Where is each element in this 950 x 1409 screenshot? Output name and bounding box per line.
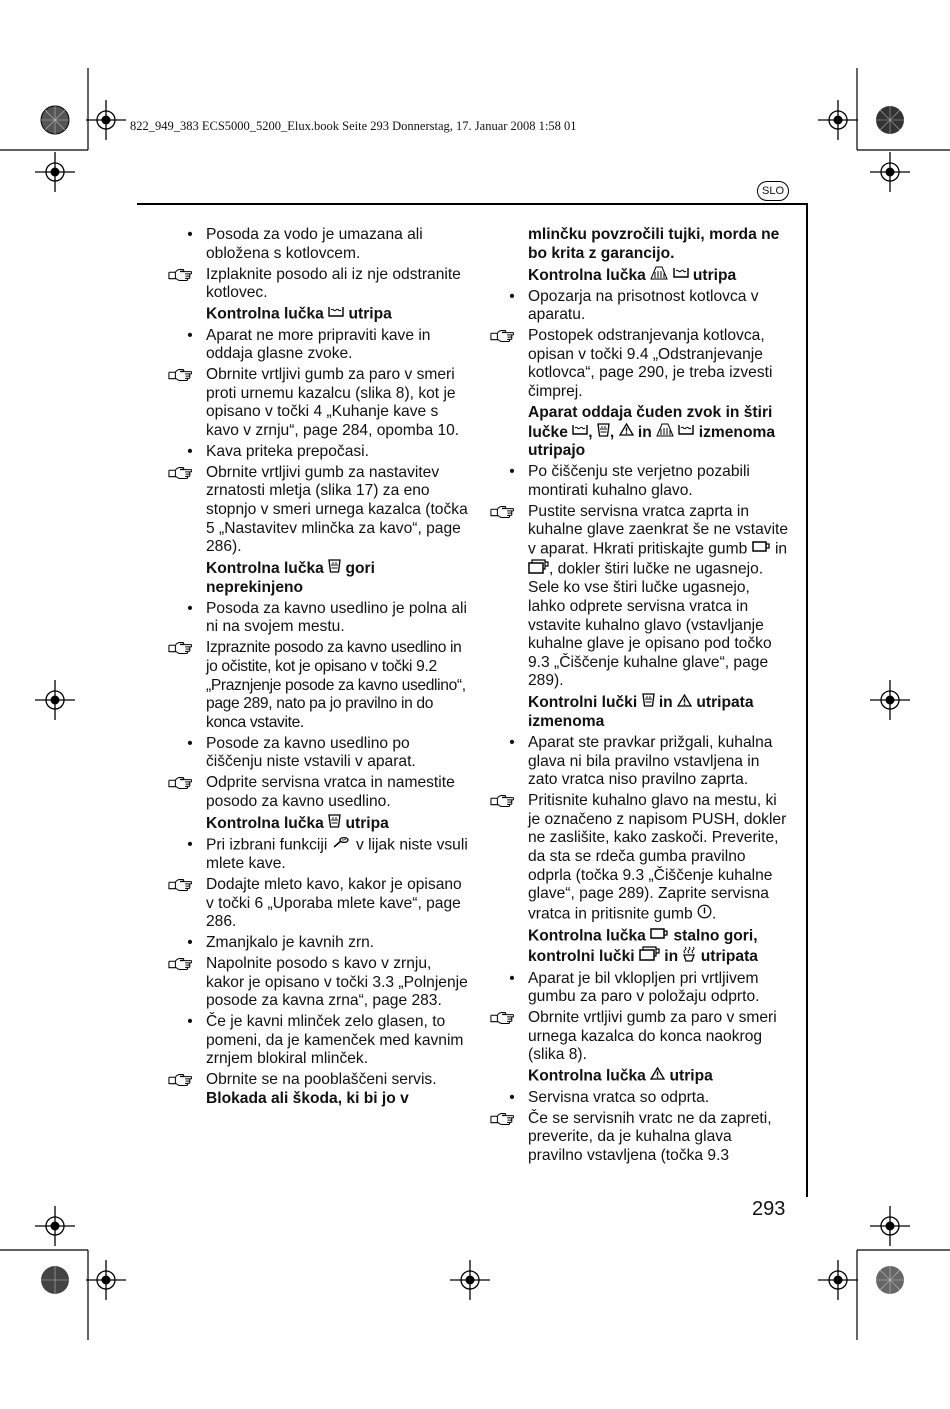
bold-text-run: Blokada ali škoda, ki bi jo v (206, 1090, 409, 1107)
text-run: Izplaknite posodo ali iz nje odstranite kotlovec. (206, 265, 461, 302)
text-run: Dodajte mleto kavo, kakor je opisano v točki 6 „Uporaba mlete kave“, page 286. (206, 875, 462, 931)
bullet-mark: • (187, 1013, 193, 1031)
text-run: stalno gori, kontrolni lučki (528, 927, 758, 965)
warning-triangle-icon (650, 1067, 665, 1086)
text-run: Po čiščenju ste verjetno pozabili montirati kuhalno glavo. (528, 463, 750, 499)
steam-icon (682, 946, 696, 968)
text-run: v lijak niste vsuli mlete kave. (206, 836, 468, 872)
warning-triangle-icon (677, 694, 692, 713)
right-column (490, 226, 790, 1168)
crosshair-mark-icon (870, 680, 910, 720)
text-run: . (712, 905, 717, 923)
crosshair-mark-icon (35, 680, 75, 720)
text-run: utripa (688, 266, 737, 284)
section-heading (168, 814, 468, 834)
bullet-mark: • (187, 442, 193, 460)
remedy-item (168, 366, 468, 440)
section-heading (490, 266, 790, 286)
section-heading (490, 1067, 790, 1086)
crosshair-mark-icon (870, 152, 910, 192)
grounds-container-icon (328, 559, 341, 579)
text-run: Kontrolna lučka (206, 305, 329, 323)
bullet-mark: • (509, 287, 515, 305)
remedy-item (168, 266, 468, 303)
text-run: in (770, 540, 788, 558)
remedy-item (490, 327, 790, 401)
crosshair-mark-icon (35, 1206, 75, 1246)
water-tank-icon (673, 266, 689, 285)
text-run: , (588, 423, 597, 441)
text-run: Izpraznite posodo za kavno usedlino in jo očistite, kot je opisano v točki 9.2 „Praznjenje posode za kavno usedlino“, page 289, nato pa jo pravilno in do konca vstavite. (206, 639, 466, 731)
water-tank-icon (572, 423, 588, 442)
pointing-hand-icon (168, 774, 204, 791)
bullet-item (490, 1089, 790, 1108)
remedy-item (168, 955, 468, 1011)
print-info-line: 822_949_383 ECS5000_5200_Elux.book Seite 293 Donnerstag, 17. Januar 2008 1:58 01 (130, 119, 577, 133)
pointing-hand-icon (490, 327, 526, 344)
descaling-icon (650, 266, 668, 286)
bullet-item (490, 463, 790, 500)
power-icon (697, 904, 712, 925)
text-run: Obrnite vrtljivi gumb za paro v smeri urnega kazalca do konca naokrog (slika 8). (528, 1009, 777, 1064)
section-heading (168, 305, 468, 324)
text-run: Pri izbrani funkciji (206, 836, 332, 854)
bullet-item (490, 970, 790, 1007)
remedy-item (168, 774, 468, 811)
water-tank-icon (328, 305, 344, 324)
right-rule (806, 203, 808, 1197)
text-run: in (654, 694, 678, 712)
text-run: Opozarja na prisotnost kotlovca v aparatu. (528, 287, 759, 324)
text-run: Kontrolna lučka (528, 927, 651, 945)
text-run: Kava priteka prepočasi. (206, 442, 369, 460)
text-run: Kontrolna lučka (528, 266, 651, 284)
bullet-mark: • (509, 969, 515, 987)
pointing-hand-icon (168, 1071, 204, 1088)
crop-lines (0, 68, 950, 1340)
water-tank-icon (678, 423, 694, 442)
remedy-item (490, 1009, 790, 1065)
pointing-hand-icon (490, 503, 526, 520)
bullet-mark: • (187, 934, 193, 952)
section-heading (490, 693, 790, 731)
language-badge: SLO (757, 181, 789, 201)
text-run: utripa (341, 814, 389, 832)
bullet-item (168, 934, 468, 953)
text-run: Kontrolni lučki (528, 694, 642, 712)
text-run: Posoda za kavno usedlino je polna ali ni na svojem mestu. (206, 599, 467, 636)
text-run: Posode za kavno usedlino po čiščenju niste vstavili v aparat. (206, 734, 416, 771)
text-run: Aparat oddaja čuden zvok in štiri lučke (528, 403, 773, 441)
top-rule (137, 203, 808, 205)
crosshair-mark-icon (35, 152, 75, 192)
pointing-hand-icon (490, 1009, 526, 1026)
bullet-mark: • (509, 733, 515, 751)
section-heading (168, 559, 468, 597)
bullet-mark: • (187, 226, 193, 243)
text-run: utripata izmenoma (528, 694, 754, 730)
crosshair-mark-icon (86, 1260, 126, 1300)
remedy-item (168, 464, 468, 557)
text-run: Kontrolna lučka (528, 1067, 651, 1085)
text-run: Postopek odstranjevanja kotlovca, opisan v točki 9.4 „Odstranjevanje kotlovca“, page 290, je treba izvesti čimprej. (528, 327, 773, 400)
grounds-container-icon (642, 693, 655, 713)
bullet-item (168, 226, 468, 263)
descaling-icon (656, 423, 674, 443)
bullet-mark: • (187, 326, 193, 344)
bullet-item (168, 836, 468, 874)
pointing-hand-icon (168, 955, 204, 972)
remedy-item (168, 876, 468, 932)
crosshair-mark-icon (818, 100, 858, 140)
text-run: Odprite servisna vratca in namestite posodo za kavno usedlino. (206, 774, 455, 810)
text-run: Aparat je bil vklopljen pri vrtljivem gumbu za paro v položaju odprto. (528, 969, 760, 1006)
double-cup-icon (639, 946, 660, 967)
page-number: 293 (752, 1198, 786, 1220)
pointing-hand-icon (168, 639, 204, 656)
pointing-hand-icon (168, 876, 204, 893)
bullet-mark: • (187, 734, 193, 752)
double-cup-icon (528, 559, 549, 580)
crosshair-mark-icon (450, 1260, 490, 1300)
text-run: gori neprekinjeno (206, 560, 375, 596)
text-run: Če se servisnih vratc ne da zapreti, preverite, da je kuhalna glava pravilno vstavljena (točka 9.3 (528, 1109, 772, 1165)
text-run: izmenoma utripajo (528, 423, 776, 460)
crosshair-mark-icon (870, 1206, 910, 1246)
section-heading (490, 404, 790, 461)
warning-triangle-icon (619, 423, 634, 442)
left-column (168, 226, 468, 1111)
text-run: Napolnite posodo s kavo v zrnju, kakor je opisano v točki 3.3 „Polnjenje posode za kavna zrna“, page 283. (206, 955, 468, 1010)
remedy-item (490, 503, 790, 691)
text-run: Aparat ste pravkar prižgali, kuhalna glava ni bila pravilno vstavljena in zato vratca niso pravilno zaprta. (528, 733, 773, 789)
text-run: Pustite servisna vratca zaprta in kuhalne glave zaenkrat še ne vstavite v aparat. Hkrati pritiskajte gumb (528, 502, 789, 558)
text-run: Obrnite se na pooblaščeni servis. (206, 1071, 437, 1089)
text-run: utripa (665, 1067, 713, 1085)
remedy-item (490, 1110, 790, 1166)
ground-coffee-spoon-icon (332, 836, 352, 855)
text-run: Obrnite vrtljivi gumb za paro v smeri proti urnemu kazalcu (slika 8), kot je opisano v točki 4 „Kuhanje kave s kavo v zrnju“, page 284, opomba 10. (206, 366, 460, 439)
single-cup-icon (650, 927, 669, 946)
text-run: in (659, 947, 683, 965)
text-run: Kontrolna lučka (206, 560, 329, 578)
text-run: , (609, 423, 619, 441)
grounds-container-icon (328, 814, 341, 834)
bullet-item (168, 735, 468, 772)
text-run: , dokler štiri lučke ne ugasnejo. Sele ko vse štiri lučke ugasnejo, lahko odprete servisna vratca in vstavite kuhalno glavo (vstavljanje kuhalne glave je opisano pod točko 9.3 „Čiščenje kuhalne glave“, page 289). (528, 560, 772, 690)
bullet-item (168, 327, 468, 364)
text-run: Obrnite vrtljivi gumb za nastavitev zrnatosti mletja (slika 17) za eno stopnjo v smeri urnega kazalca (točka 5 „Nastavitev mlinčka za kavo“, page 286). (206, 463, 468, 556)
remedy-item (168, 1071, 468, 1108)
text-run: in (633, 423, 657, 441)
text-run: Servisna vratca so odprta. (528, 1088, 710, 1106)
bullet-mark: • (187, 835, 193, 853)
text-run: utripata (696, 947, 758, 965)
bold-text-run: mlinčku povzročili tujki, morda ne bo krita z garancijo. (528, 226, 780, 262)
remedy-item (168, 639, 468, 732)
section-heading (490, 927, 790, 968)
crosshair-mark-icon (818, 1260, 858, 1300)
text-run: Posoda za vodo je umazana ali obložena s kotlovcem. (206, 226, 423, 262)
text-run: Kontrolna lučka (206, 814, 329, 832)
grounds-container-icon (597, 423, 610, 443)
pointing-hand-icon (168, 366, 204, 383)
pointing-hand-icon (168, 464, 204, 481)
bullet-mark: • (509, 463, 515, 481)
pointing-hand-icon (490, 1110, 526, 1127)
text-run: Zmanjkalo je kavnih zrn. (206, 934, 375, 952)
bullet-item (490, 734, 790, 790)
bullet-item (168, 1013, 468, 1069)
continued-text (490, 226, 790, 263)
single-cup-icon (752, 540, 771, 559)
pointing-hand-icon (168, 266, 204, 283)
remedy-item (490, 792, 790, 924)
text-run: Če je kavni mlinček zelo glasen, to pomeni, da je kamenček med kavnim zrnjem blokiral mlinček. (206, 1013, 464, 1068)
bullet-item (490, 288, 790, 325)
text-run: utripa (344, 305, 392, 323)
bullet-item (168, 600, 468, 637)
bullet-item (168, 443, 468, 462)
pointing-hand-icon (490, 792, 526, 809)
bullet-mark: • (187, 599, 193, 617)
text-run: Pritisnite kuhalno glavo na mestu, ki je označeno z napisom PUSH, dokler ne zaslišite, kako zaskoči. Preverite, da sta se rdeča gumba pravilno odprla (točka 9.3 „Čiščenje kuhalne glave“, page 289). Zaprite servisna vratca in pritisnite gumb (528, 792, 787, 923)
crosshair-mark-icon (86, 100, 126, 140)
bullet-mark: • (509, 1088, 515, 1106)
text-run: Aparat ne more pripraviti kave in oddaja glasne zvoke. (206, 326, 431, 363)
